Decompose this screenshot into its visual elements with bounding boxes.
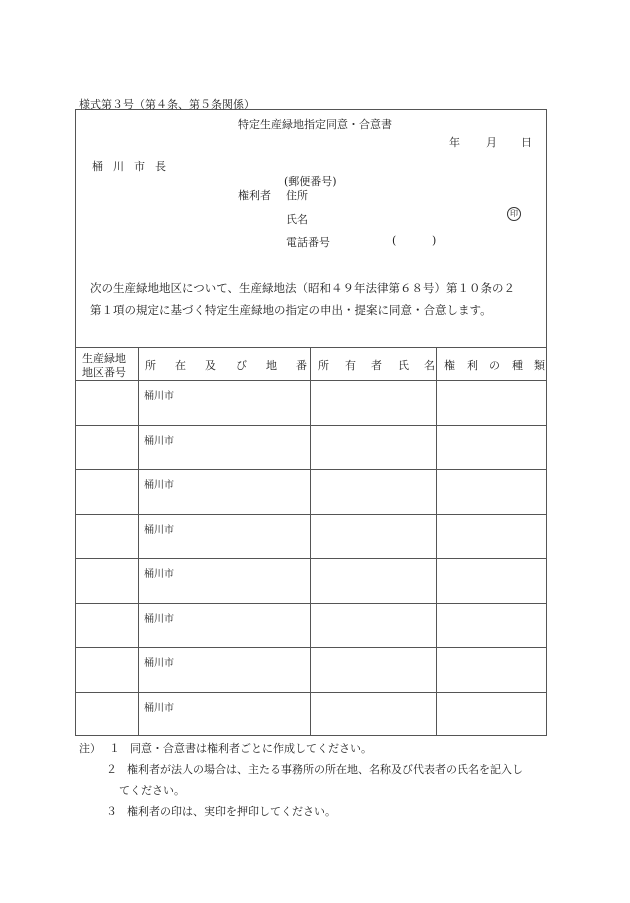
- notes-prefix: 注）: [79, 742, 101, 755]
- note-text: 権利者が法人の場合は、主たる事務所の所在地、名称及び代表者の氏名を記入し: [127, 763, 523, 776]
- note-text: 権利者の印は、実印を押印してください。: [127, 805, 336, 818]
- note-item-2: [79, 759, 559, 780]
- header-location-char: 所: [145, 359, 156, 372]
- header-location-char: 在: [175, 359, 186, 372]
- phone-paren-open: (: [392, 234, 397, 247]
- postal-code-label: (郵便番号): [284, 175, 337, 188]
- header-owner-char: 氏: [398, 359, 409, 372]
- form-frame: [75, 109, 547, 736]
- date-day-label: 日: [521, 136, 532, 149]
- note-item-2-continuation: [79, 780, 559, 801]
- phone-label: 電話番号: [286, 236, 330, 249]
- table-row-border: [75, 692, 547, 693]
- note-item-3: [79, 801, 559, 822]
- table-header-border: [75, 380, 547, 381]
- addressee: 桶川市長: [92, 160, 176, 173]
- header-right-type-char: 類: [534, 359, 545, 372]
- note-number: １: [109, 742, 120, 755]
- holder-label: 権利者: [238, 189, 271, 202]
- header-district-no-line1: 生産緑地: [82, 352, 126, 365]
- header-right-type-char: の: [489, 359, 500, 372]
- statement-line-2: 第１項の規定に基づく特定生産緑地の指定の申出・提案に同意・合意します。: [90, 303, 492, 317]
- table-row-border: [75, 425, 547, 426]
- phone-paren-close: ): [432, 234, 437, 247]
- row-location: 桶川市: [144, 569, 174, 580]
- table-row-border: [75, 558, 547, 559]
- table-column-border: [138, 347, 139, 736]
- note-number: ２: [106, 763, 117, 776]
- form-number: 様式第３号（第４条、第５条関係）: [79, 98, 255, 111]
- table-row-border: [75, 514, 547, 515]
- header-district-no-line2: 地区番号: [82, 366, 126, 379]
- date-year-label: 年: [449, 136, 460, 149]
- header-location-char: 及: [205, 359, 216, 372]
- seal-mark: 印: [507, 207, 521, 221]
- header-location-char: 番: [296, 359, 307, 372]
- row-location: 桶川市: [144, 480, 174, 491]
- name-label: 氏名: [286, 213, 308, 226]
- header-right-type-char: 権: [444, 359, 455, 372]
- header-right-type-char: 種: [512, 359, 523, 372]
- row-location: 桶川市: [144, 658, 174, 669]
- note-item-1: [79, 738, 559, 759]
- note-text: 同意・合意書は権利者ごとに作成してください。: [130, 742, 372, 755]
- address-label: 住所: [286, 189, 308, 202]
- row-location: 桶川市: [144, 436, 174, 447]
- header-owner-char: 有: [345, 359, 356, 372]
- statement-line-1: 次の生産緑地地区について、生産緑地法（昭和４９年法律第６８号）第１０条の２: [90, 281, 516, 295]
- row-location: 桶川市: [144, 703, 174, 714]
- table-row-border: [75, 603, 547, 604]
- table-column-border: [436, 347, 437, 736]
- row-location: 桶川市: [144, 391, 174, 402]
- header-owner-char: 所: [318, 359, 329, 372]
- row-location: 桶川市: [144, 614, 174, 625]
- table-column-border: [310, 347, 311, 736]
- note-number: ３: [106, 805, 117, 818]
- header-right-type-char: 利: [467, 359, 478, 372]
- note-text-continuation: てください。: [119, 784, 185, 797]
- date-month-label: 月: [486, 136, 497, 149]
- header-location-char: び: [236, 359, 247, 372]
- table-top-border: [75, 347, 547, 348]
- header-owner-char: 者: [371, 359, 382, 372]
- statement-text: [90, 277, 550, 321]
- notes: [79, 738, 559, 822]
- header-location-char: 地: [266, 359, 277, 372]
- row-location: 桶川市: [144, 525, 174, 536]
- document-title: 特定生産緑地指定同意・合意書: [238, 118, 392, 131]
- table-row-border: [75, 647, 547, 648]
- header-owner-char: 名: [424, 359, 435, 372]
- table-row-border: [75, 469, 547, 470]
